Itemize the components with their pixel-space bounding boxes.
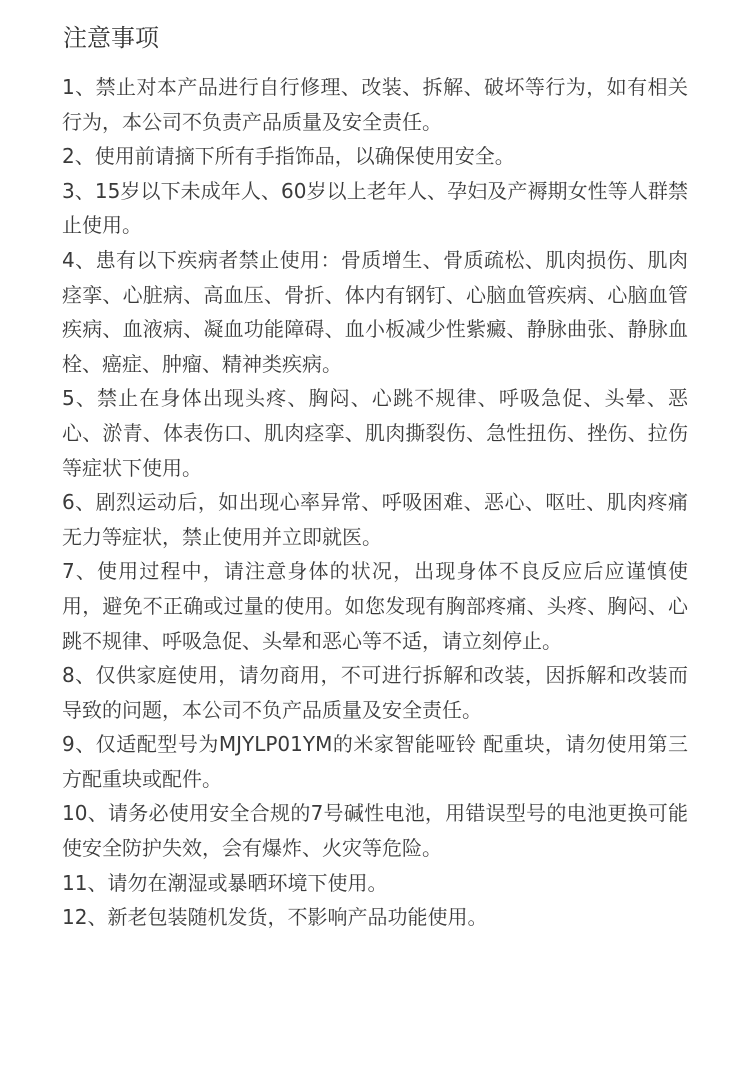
notice-item-9: 9、仅适配型号为MJYLP01YM的米家智能哑铃 配重块，请勿使用第三方配重块或配件。	[62, 732, 688, 791]
notice-item-1: 1、禁止对本产品进行自行修理、改装、拆解、破坏等行为，如有相关行为，本公司不负责产品质量及安全责任。	[62, 75, 688, 134]
notice-item-7: 7、使用过程中，请注意身体的状况，出现身体不良反应后应谨慎使用，避免不正确或过量的使用。如您发现有胸部疼痛、头疼、胸闷、心跳不规律、呼吸急促、头晕和恶心等不适，请立刻停止。	[62, 559, 688, 653]
notice-item-10: 10、请务必使用安全合规的7号碱性电池，用错误型号的电池更换可能使安全防护失效，会有爆炸、火灾等危险。	[62, 801, 688, 861]
notice-item-5: 5、禁止在身体出现头疼、胸闷、心跳不规律、呼吸急促、头晕、恶心、淤青、体表伤口、肌肉痉挛、肌肉撕裂伤、急性扭伤、挫伤、拉伤等症状下使用。	[62, 386, 688, 480]
notice-item-3: 3、15岁以下未成年人、60岁以上老年人、孕妇及产褥期女性等人群禁止使用。	[62, 178, 688, 238]
notice-item-11: 11、请勿在潮湿或暴晒环境下使用。	[62, 870, 388, 895]
notice-item-2: 2、使用前请摘下所有手指饰品，以确保使用安全。	[62, 144, 515, 169]
page-title: 注意事项	[63, 24, 159, 52]
notice-item-12: 12、新老包装随机发货，不影响产品功能使用。	[62, 905, 488, 930]
notice-item-4: 4、患有以下疾病者禁止使用：骨质增生、骨质疏松、肌肉损伤、肌肉痉挛、心脏病、高血压、骨折、体内有钢钉、心脑血管疾病、心脑血管疾病、血液病、凝血功能障碍、血小板减少性紫癜、静脉曲张、静脉血栓、癌症、肿瘤、精神类疾病。	[62, 247, 688, 376]
notice-item-6: 6、剧烈运动后，如出现心率异常、呼吸困难、恶心、呕吐、肌肉疼痛无力等症状，禁止使用并立即就医。	[62, 490, 688, 549]
notice-item-8: 8、仅供家庭使用，请勿商用，不可进行拆解和改装，因拆解和改装而导致的问题，本公司不负产品质量及安全责任。	[62, 663, 688, 722]
notice-list	[62, 70, 688, 935]
